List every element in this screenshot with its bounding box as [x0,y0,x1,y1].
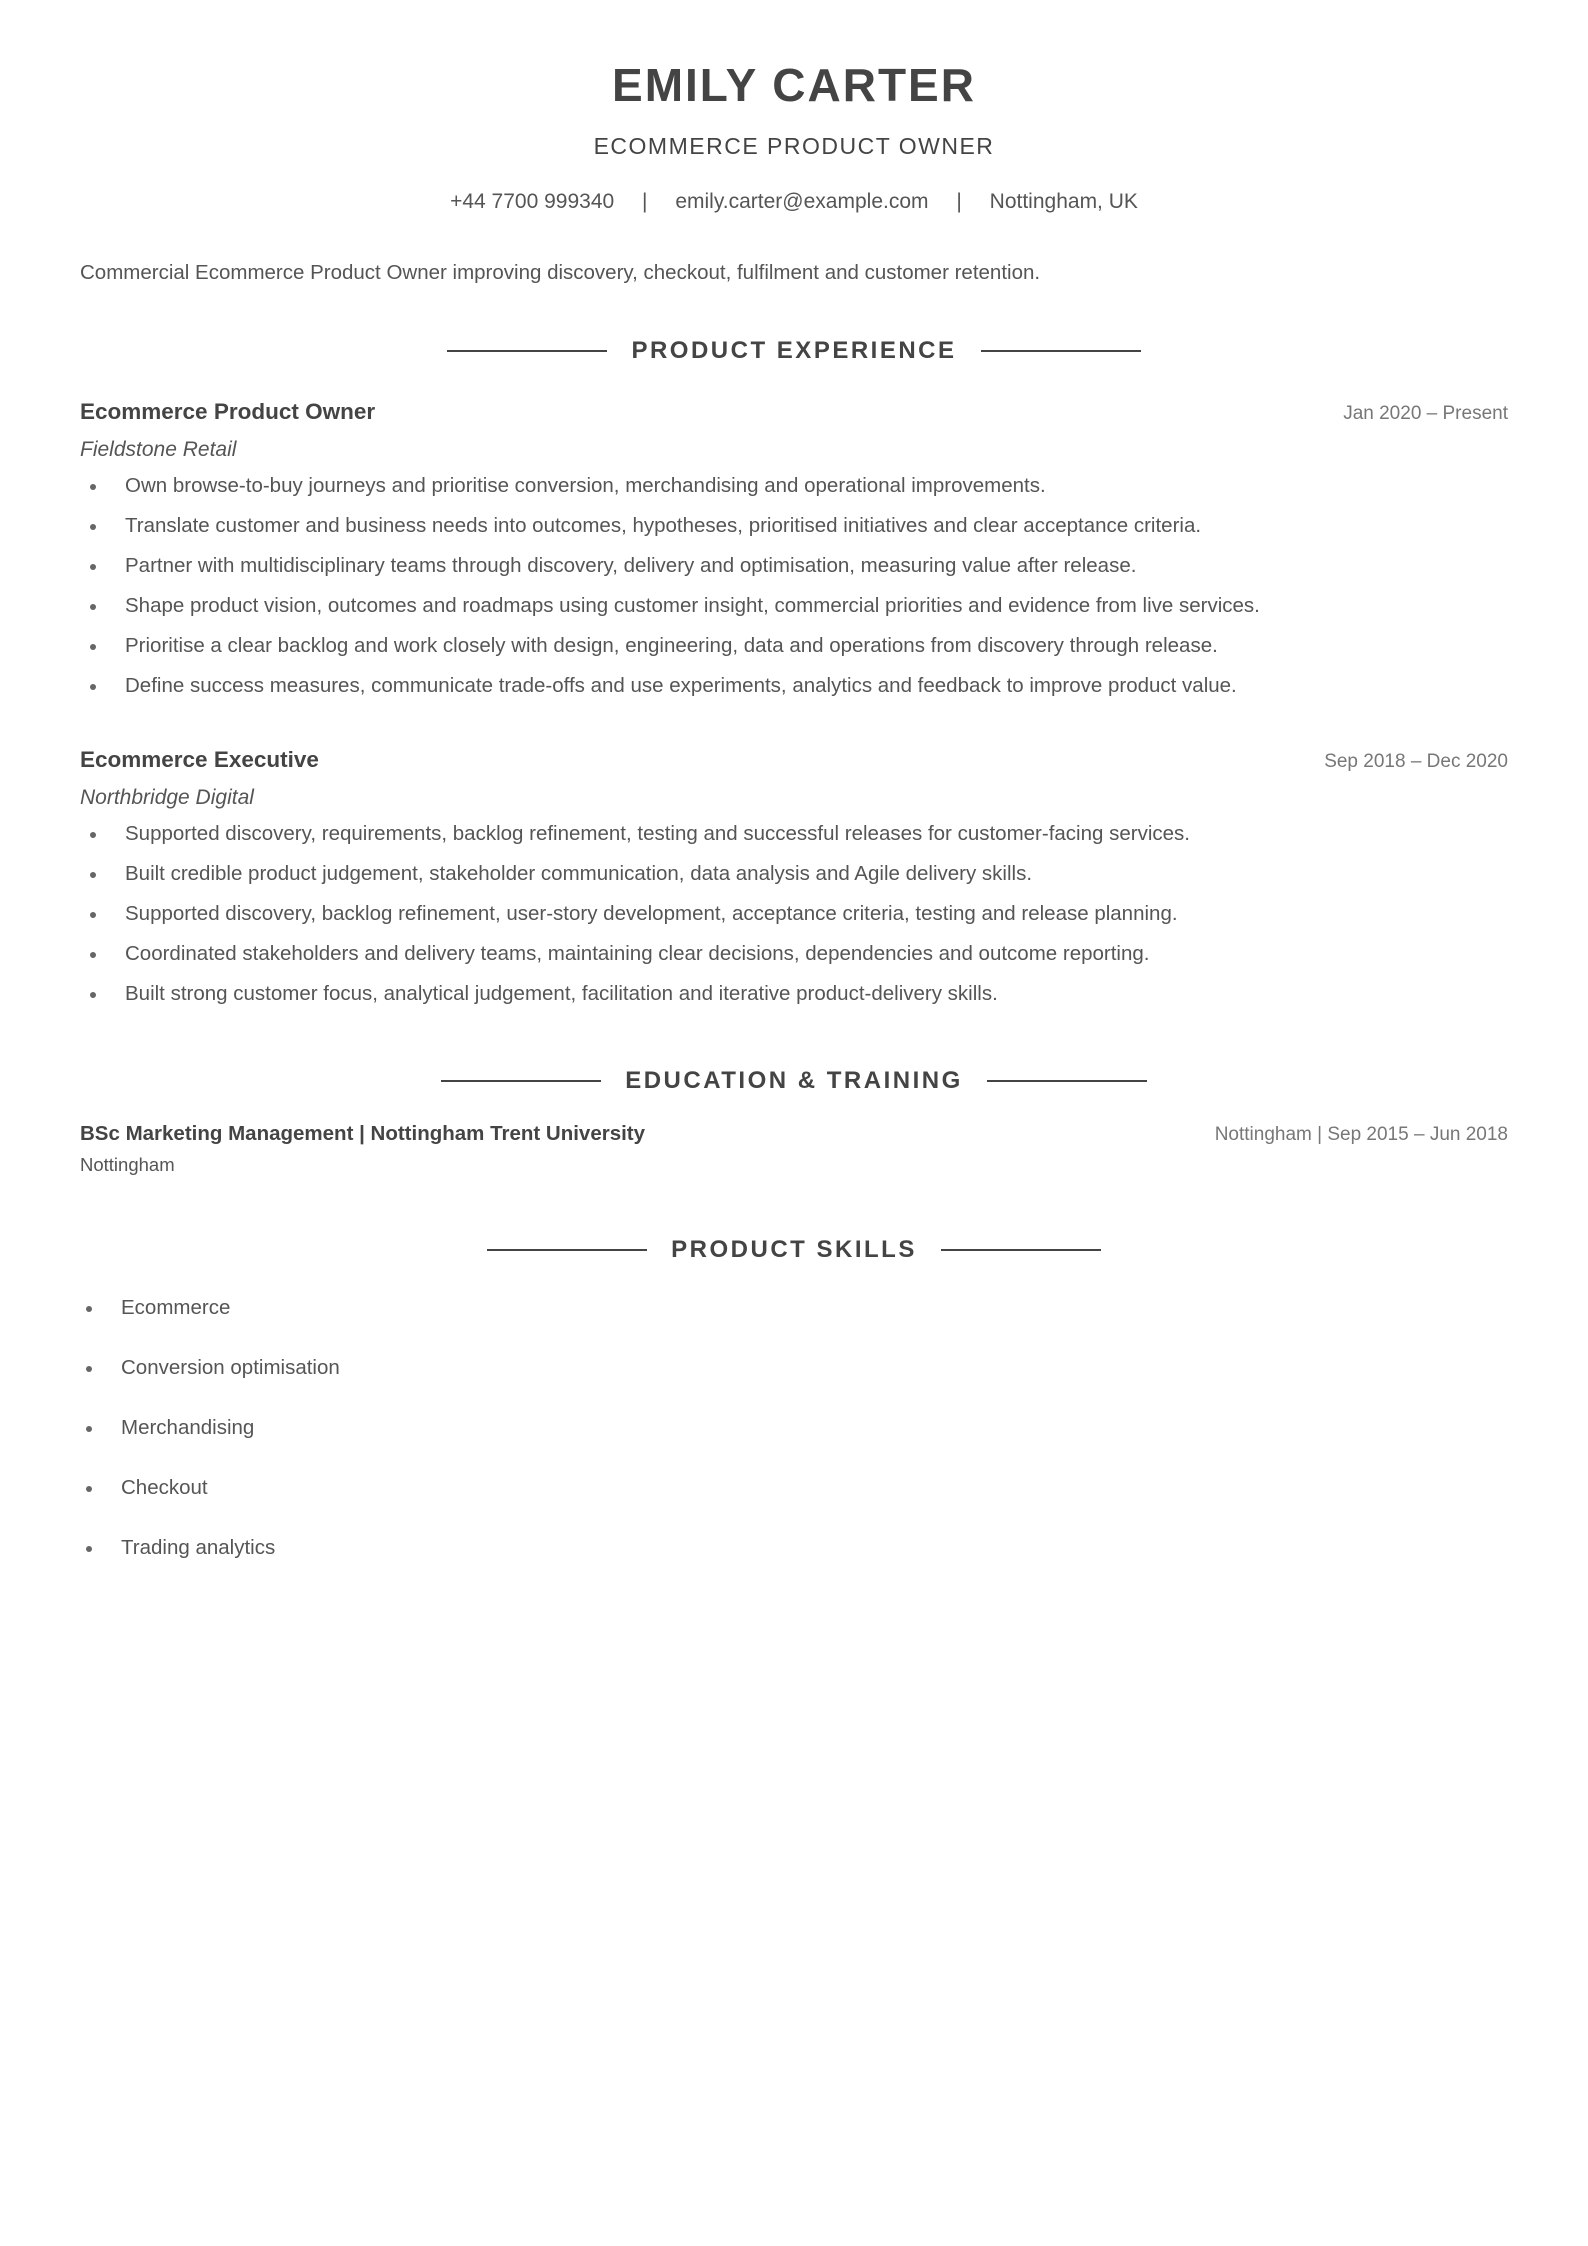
bullet-icon [86,1546,92,1552]
job-bullet [80,902,1508,942]
bullet-icon [90,912,96,918]
job-title: Ecommerce Executive [80,747,319,772]
job-title: Ecommerce Product Owner [80,399,376,424]
job-bullet-text: Coordinated stakeholders and delivery teams, maintaining clear decisions, dependencies and outcome reporting. [125,942,1150,965]
skill-label: Checkout [121,1476,208,1499]
job-bullet-text: Supported discovery, backlog refinement, user-story development, acceptance criteria, testing and release planning. [125,902,1178,925]
bullet-icon [90,564,96,570]
education-title: BSc Marketing Management | Nottingham Trent University [80,1122,646,1145]
job-bullet [80,822,1508,862]
job-bullet [80,862,1508,902]
job-dates: Sep 2018 – Dec 2020 [1324,751,1508,772]
job-bullet-list [80,822,1508,1022]
contact-separator: | [956,190,962,213]
contact-separator: | [642,190,648,213]
job-bullet [80,554,1508,594]
bullet-icon [86,1486,92,1492]
heading-rule-left [441,1080,601,1082]
skill-item [80,1296,340,1356]
job-bullet [80,634,1508,674]
experience-entry [80,747,1508,1022]
education-meta: Nottingham | Sep 2015 – Jun 2018 [1214,1124,1508,1145]
bullet-icon [90,644,96,650]
job-bullet-text: Built strong customer focus, analytical judgement, facilitation and iterative product-delivery skills. [125,982,998,1005]
job-header [80,399,1508,425]
heading-rule-left [487,1249,647,1251]
job-bullet [80,514,1508,554]
heading-rule-left [447,350,607,352]
bullet-icon [90,484,96,490]
heading-rule-right [981,350,1141,352]
job-bullet-text: Define success measures, communicate trade-offs and use experiments, analytics and feedback to improve product value. [125,674,1237,697]
professional-summary: Commercial Ecommerce Product Owner improving discovery, checkout, fulfilment and customer retention. [80,261,1041,284]
job-company: Fieldstone Retail [80,438,237,461]
skill-label: Ecommerce [121,1296,231,1319]
contact-location: Nottingham, UK [989,190,1138,213]
skill-label: Conversion optimisation [121,1356,340,1379]
section-heading-education [0,1067,1588,1095]
section-heading-experience [0,337,1588,365]
skill-item [80,1356,340,1416]
job-bullet [80,942,1508,982]
bullet-icon [90,832,96,838]
candidate-role: ECOMMERCE PRODUCT OWNER [593,133,995,159]
section-title: PRODUCT EXPERIENCE [631,337,957,364]
job-bullet-list [80,474,1508,714]
job-bullet-text: Built credible product judgement, stakeholder communication, data analysis and Agile delivery skills. [125,862,1033,885]
job-bullet-text: Partner with multidisciplinary teams through discovery, delivery and optimisation, measuring value after release. [125,554,1137,577]
education-header [80,1122,1508,1146]
candidate-name: EMILY CARTER [612,59,976,111]
skills-list [80,1296,340,1596]
bullet-icon [90,992,96,998]
job-bullet-text: Translate customer and business needs into outcomes, hypotheses, prioritised initiatives and clear acceptance criteria. [125,514,1202,537]
job-bullet-text: Prioritise a clear backlog and work closely with design, engineering, data and operations from discovery through release. [125,634,1218,657]
job-bullet-text: Supported discovery, requirements, backlog refinement, testing and successful releases for customer-facing services. [125,822,1190,845]
bullet-icon [90,684,96,690]
contact-line [0,190,1588,214]
job-company: Northbridge Digital [80,786,254,809]
job-bullet-text: Shape product vision, outcomes and roadmaps using customer insight, commercial priorities and evidence from live services. [125,594,1260,617]
job-header [80,747,1508,773]
bullet-icon [86,1426,92,1432]
bullet-icon [90,604,96,610]
job-bullet [80,474,1508,514]
experience-entry [80,399,1508,714]
section-title: PRODUCT SKILLS [671,1236,917,1263]
skill-label: Trading analytics [121,1536,276,1559]
section-title: EDUCATION & TRAINING [625,1067,963,1094]
bullet-icon [90,872,96,878]
heading-rule-right [941,1249,1101,1251]
education-location: Nottingham [80,1154,175,1175]
skill-item [80,1476,340,1536]
skill-item [80,1536,340,1596]
contact-phone: +44 7700 999340 [450,190,615,213]
job-bullet [80,674,1508,714]
job-bullet [80,982,1508,1022]
section-heading-skills [0,1236,1588,1264]
bullet-icon [90,524,96,530]
bullet-icon [86,1306,92,1312]
job-bullet [80,594,1508,634]
heading-rule-right [987,1080,1147,1082]
bullet-icon [86,1366,92,1372]
job-bullet-text: Own browse-to-buy journeys and prioritise conversion, merchandising and operational improvements. [125,474,1046,497]
skill-label: Merchandising [121,1416,255,1439]
bullet-icon [90,952,96,958]
contact-email: emily.carter@example.com [675,190,929,213]
education-entry [80,1122,1508,1176]
job-dates: Jan 2020 – Present [1343,403,1508,424]
skill-item [80,1416,340,1476]
